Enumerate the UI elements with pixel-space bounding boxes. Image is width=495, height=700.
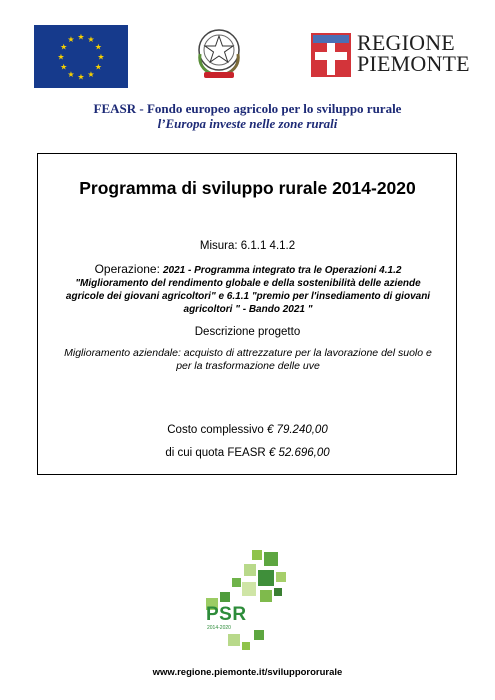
feasr-subtitle: l’Europa investe nelle zone rurali (157, 116, 338, 131)
eu-star-icon: ★ (94, 62, 102, 72)
italian-republic-emblem-icon (192, 24, 246, 84)
descrizione-label: Descrizione progetto (194, 326, 301, 338)
operazione-block (62, 263, 434, 316)
feasr-title: FEASR - Fondo europeo agricolo per lo sviluppo rurale (93, 101, 402, 116)
eu-star-icon: ★ (60, 62, 68, 72)
eu-star-icon: ★ (77, 72, 85, 82)
costo-value: € 79.240,00 (266, 424, 328, 436)
descrizione-text: Miglioramento aziendale: acquisto di attrezzature per la lavorazione del suolo e per la trasformazione delle uve (64, 347, 432, 372)
feasr-header (0, 101, 495, 131)
costo-complessivo (0, 424, 495, 436)
eu-star-icon: ★ (87, 69, 95, 79)
eu-flag-icon (34, 25, 128, 88)
eu-star-icon: ★ (97, 52, 105, 62)
operazione-value: 2021 - Programma integrato tra le Operazioni 4.1.2 "Miglioramento del rendimento globale e della sostenibilità delle aziende agricole dei giovani agricoltori" e 6.1.1 "premio per l'insediamento di giovani agricoltori " - Bando 2021 " (65, 265, 431, 315)
eu-star-icon: ★ (77, 32, 85, 42)
quota-label: di cui quota FEASR (165, 447, 266, 459)
eu-star-icon: ★ (57, 52, 65, 62)
programme-title: Programma di sviluppo rurale 2014-2020 (79, 178, 416, 198)
eu-star-icon: ★ (67, 35, 75, 45)
eu-star-icon: ★ (87, 35, 95, 45)
eu-star-icon: ★ (60, 42, 68, 52)
eu-star-icon: ★ (67, 69, 75, 79)
footer-url: www.regione.piemonte.it/sviluppororurale (152, 667, 343, 678)
quota-feasr (0, 447, 495, 459)
psr-logo-years: 2014-2020 (207, 625, 231, 631)
operazione-label: Operazione: (94, 262, 160, 276)
regione-line1: REGIONE (357, 30, 455, 55)
misura-text: Misura: 6.1.1 4.1.2 (199, 240, 296, 252)
regione-line2: PIEMONTE (357, 51, 470, 76)
quota-value: € 52.696,00 (268, 447, 330, 459)
regione-piemonte-logo (310, 30, 470, 80)
costo-label: Costo complessivo (167, 424, 264, 436)
psr-logo-text: PSR (206, 604, 247, 625)
eu-star-icon: ★ (94, 42, 102, 52)
